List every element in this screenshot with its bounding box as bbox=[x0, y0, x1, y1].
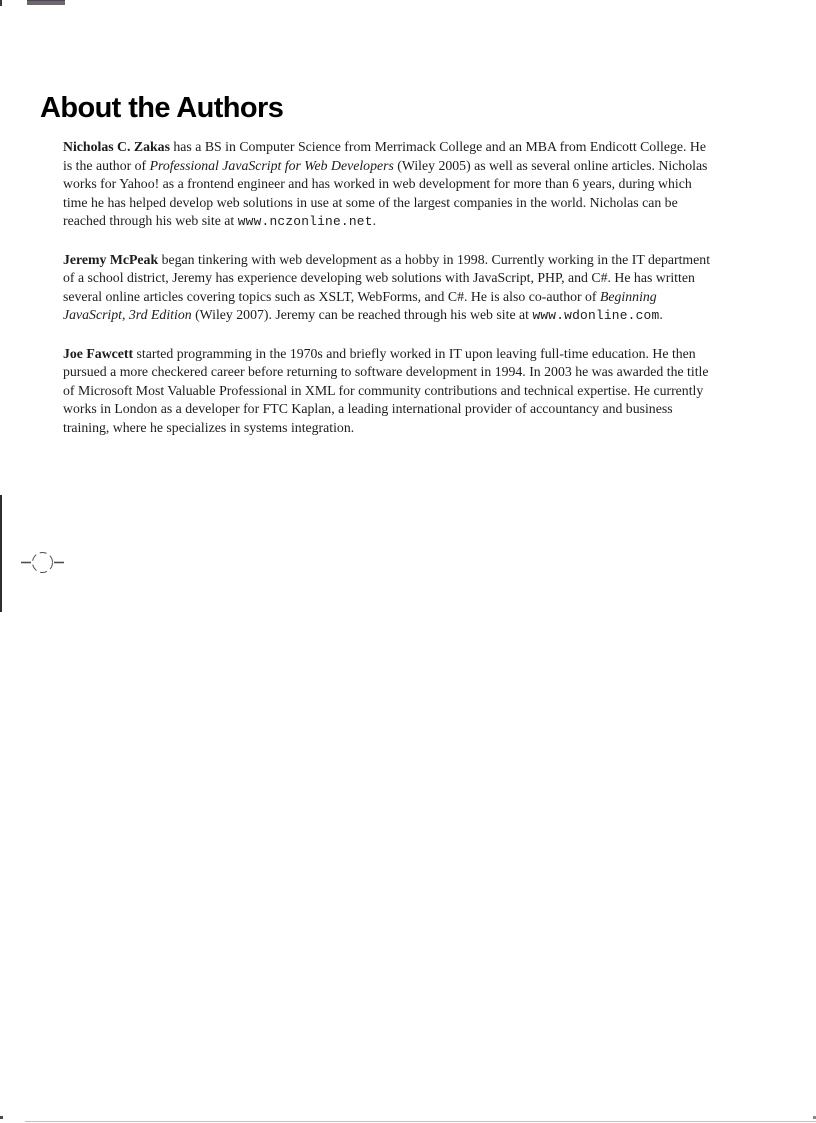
italic-text: Beginning JavaScript, 3rd Edition bbox=[63, 288, 657, 323]
author-bio-nicholas-zakas bbox=[63, 138, 711, 232]
bold-text: Joe Fawcett bbox=[63, 345, 134, 361]
authors-section bbox=[63, 138, 711, 456]
fold-mark-left-edge bbox=[0, 495, 2, 612]
body-text: (Wiley 2005) as well as several online articles. Nicholas works for Yahoo! as a frontend engineer and has worked in web development for more than 6 years, during which time he has helped develop web solutions in use at some of the largest companies in the world. Nicholas can be reached through his web site at bbox=[63, 157, 708, 229]
author-bio-joe-fawcett bbox=[63, 345, 711, 438]
crop-mark-bottom-left-dot bbox=[0, 1116, 3, 1119]
crop-mark-top-bar bbox=[27, 0, 65, 5]
page-title: About the Authors bbox=[40, 92, 284, 124]
bold-text: Jeremy McPeak bbox=[63, 251, 159, 267]
body-text: has a BS in Computer Science from Merrimack College and an MBA from Endicott College. He is the author of bbox=[63, 139, 706, 173]
registration-target-icon bbox=[20, 548, 66, 578]
url-wdonline: www.wdonline.com bbox=[532, 308, 660, 324]
italic-text: Professional JavaScript for Web Developers bbox=[149, 157, 394, 173]
page-edge-shadow bbox=[25, 1121, 816, 1122]
body-text: (Wiley 2007). Jeremy can be reached through his web site at bbox=[191, 307, 533, 323]
author-bio-jeremy-mcpeak bbox=[63, 251, 711, 326]
crop-mark-top-left-tick bbox=[0, 0, 2, 6]
body-text: . bbox=[659, 307, 663, 323]
body-text: started programming in the 1970s and briefly worked in IT upon leaving full-time education. He then pursued a more checkered career before returning to software development in 1994. In 2003 he was awarded the title of Microsoft Most Valuable Professional in XML for community contributions and technical expertise. He currently works in London as a developer for FTC Kaplan, a leading international provider of accountancy and business training, where he specializes in systems integration. bbox=[63, 345, 709, 435]
bold-text: Nicholas C. Zakas bbox=[63, 139, 170, 154]
body-text: . bbox=[372, 213, 377, 229]
body-text: began tinkering with web development as a hobby in 1998. Currently working in the IT department of a school district, Jeremy has experience developing web solutions with JavaScript, PHP, and C#. He has written several online articles covering topics such as XSLT, WebForms, and C#. He is also co-author of bbox=[63, 251, 711, 304]
url-nczonline: www.nczonline.net bbox=[237, 214, 373, 230]
